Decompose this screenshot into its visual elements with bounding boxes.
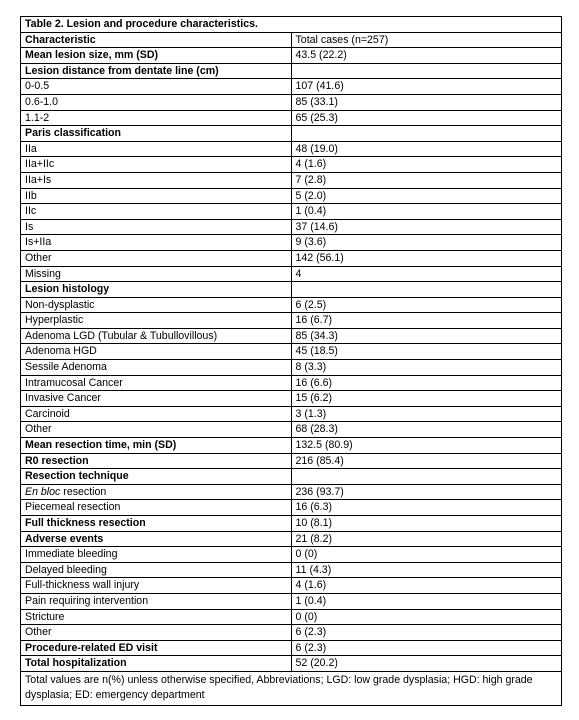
row-value: 68 (28.3) bbox=[291, 422, 562, 438]
row-label: Stricture bbox=[21, 609, 292, 625]
table-footnote-row bbox=[21, 671, 562, 705]
row-value: 16 (6.3) bbox=[291, 500, 562, 516]
row-value: 6 (2.5) bbox=[291, 297, 562, 313]
row-value: 10 (8.1) bbox=[291, 516, 562, 532]
table-row bbox=[21, 79, 562, 95]
table-row bbox=[21, 282, 562, 298]
table-row bbox=[21, 266, 562, 282]
row-value: 4 bbox=[291, 266, 562, 282]
row-label: Sessile Adenoma bbox=[21, 360, 292, 376]
row-label: Lesion distance from dentate line (cm) bbox=[21, 63, 292, 79]
row-value bbox=[291, 469, 562, 485]
row-label: 0.6-1.0 bbox=[21, 94, 292, 110]
row-label: Non-dysplastic bbox=[21, 297, 292, 313]
row-value: 5 (2.0) bbox=[291, 188, 562, 204]
header-characteristic: Characteristic bbox=[21, 32, 292, 48]
row-label: Pain requiring intervention bbox=[21, 593, 292, 609]
table-row bbox=[21, 204, 562, 220]
table-body bbox=[21, 17, 562, 706]
row-label: Procedure-related ED visit bbox=[21, 640, 292, 656]
table-row bbox=[21, 625, 562, 641]
row-value: 132.5 (80.9) bbox=[291, 438, 562, 454]
row-value: 8 (3.3) bbox=[291, 360, 562, 376]
row-label: IIa+IIc bbox=[21, 157, 292, 173]
table-row bbox=[21, 110, 562, 126]
table-row bbox=[21, 453, 562, 469]
row-value: 9 (3.6) bbox=[291, 235, 562, 251]
row-label: Adenoma LGD (Tubular & Tubullovillous) bbox=[21, 328, 292, 344]
row-label: IIa+Is bbox=[21, 172, 292, 188]
row-label: IIc bbox=[21, 204, 292, 220]
table-row bbox=[21, 640, 562, 656]
row-label: Other bbox=[21, 625, 292, 641]
row-label: Is+IIa bbox=[21, 235, 292, 251]
row-label: IIa bbox=[21, 141, 292, 157]
table-row bbox=[21, 438, 562, 454]
row-value: 216 (85.4) bbox=[291, 453, 562, 469]
row-value: 1 (0.4) bbox=[291, 593, 562, 609]
table-container bbox=[20, 16, 562, 706]
table-row bbox=[21, 141, 562, 157]
table-row bbox=[21, 547, 562, 563]
row-label bbox=[21, 484, 292, 500]
table-row bbox=[21, 94, 562, 110]
row-label: Piecemeal resection bbox=[21, 500, 292, 516]
table-header-row bbox=[21, 32, 562, 48]
row-value: 4 (1.6) bbox=[291, 578, 562, 594]
row-value: 0 (0) bbox=[291, 609, 562, 625]
row-value: 52 (20.2) bbox=[291, 656, 562, 672]
row-value: 11 (4.3) bbox=[291, 562, 562, 578]
table-row bbox=[21, 484, 562, 500]
row-value: 48 (19.0) bbox=[291, 141, 562, 157]
row-label-italic: En bloc bbox=[25, 485, 61, 498]
row-label: Missing bbox=[21, 266, 292, 282]
table-row bbox=[21, 500, 562, 516]
row-value: 6 (2.3) bbox=[291, 625, 562, 641]
row-label: Total hospitalization bbox=[21, 656, 292, 672]
table-row bbox=[21, 422, 562, 438]
table-row bbox=[21, 219, 562, 235]
table-row bbox=[21, 609, 562, 625]
header-total-cases: Total cases (n=257) bbox=[291, 32, 562, 48]
table-row bbox=[21, 63, 562, 79]
table-footnote: Total values are n(%) unless otherwise specified, Abbreviations; LGD: low grade dysplasia; HGD: high grade dysplasia; ED: emergency department bbox=[21, 671, 562, 705]
row-value bbox=[291, 126, 562, 142]
row-value: 107 (41.6) bbox=[291, 79, 562, 95]
row-value bbox=[291, 63, 562, 79]
table-row bbox=[21, 157, 562, 173]
table-row bbox=[21, 172, 562, 188]
table-row bbox=[21, 406, 562, 422]
row-label: Intramucosal Cancer bbox=[21, 375, 292, 391]
row-label-suffix: resection bbox=[60, 485, 107, 498]
table-row bbox=[21, 469, 562, 485]
row-label: R0 resection bbox=[21, 453, 292, 469]
table-row bbox=[21, 562, 562, 578]
table-row bbox=[21, 297, 562, 313]
table-row bbox=[21, 188, 562, 204]
table-row bbox=[21, 656, 562, 672]
row-label: Carcinoid bbox=[21, 406, 292, 422]
row-label: Adverse events bbox=[21, 531, 292, 547]
table-row bbox=[21, 516, 562, 532]
row-label: Paris classification bbox=[21, 126, 292, 142]
table-row bbox=[21, 578, 562, 594]
row-label: Is bbox=[21, 219, 292, 235]
row-value: 85 (33.1) bbox=[291, 94, 562, 110]
row-value: 16 (6.7) bbox=[291, 313, 562, 329]
row-value: 3 (1.3) bbox=[291, 406, 562, 422]
table-row bbox=[21, 328, 562, 344]
row-label: Invasive Cancer bbox=[21, 391, 292, 407]
row-label: Other bbox=[21, 422, 292, 438]
row-value bbox=[291, 282, 562, 298]
row-value: 1 (0.4) bbox=[291, 204, 562, 220]
row-label: Mean resection time, min (SD) bbox=[21, 438, 292, 454]
row-value: 4 (1.6) bbox=[291, 157, 562, 173]
row-value: 45 (18.5) bbox=[291, 344, 562, 360]
table-row bbox=[21, 235, 562, 251]
row-value: 7 (2.8) bbox=[291, 172, 562, 188]
row-value: 43.5 (22.2) bbox=[291, 48, 562, 64]
table-row bbox=[21, 375, 562, 391]
table-row bbox=[21, 126, 562, 142]
row-value: 15 (6.2) bbox=[291, 391, 562, 407]
table-caption-row bbox=[21, 17, 562, 33]
row-label: Full thickness resection bbox=[21, 516, 292, 532]
row-label: Delayed bleeding bbox=[21, 562, 292, 578]
row-label: Other bbox=[21, 250, 292, 266]
row-label: Adenoma HGD bbox=[21, 344, 292, 360]
row-label: Lesion histology bbox=[21, 282, 292, 298]
row-label: 0-0.5 bbox=[21, 79, 292, 95]
row-value: 0 (0) bbox=[291, 547, 562, 563]
row-value: 6 (2.3) bbox=[291, 640, 562, 656]
lesion-procedure-table bbox=[20, 16, 562, 706]
table-row bbox=[21, 250, 562, 266]
row-label: Full-thickness wall injury bbox=[21, 578, 292, 594]
table-caption: Table 2. Lesion and procedure characteristics. bbox=[21, 17, 562, 33]
row-value: 85 (34.3) bbox=[291, 328, 562, 344]
table-row bbox=[21, 48, 562, 64]
row-label: Hyperplastic bbox=[21, 313, 292, 329]
row-label: 1.1-2 bbox=[21, 110, 292, 126]
table-row bbox=[21, 531, 562, 547]
table-row bbox=[21, 360, 562, 376]
table-row bbox=[21, 593, 562, 609]
row-label: Immediate bleeding bbox=[21, 547, 292, 563]
row-label: Resection technique bbox=[21, 469, 292, 485]
table-row bbox=[21, 344, 562, 360]
row-value: 142 (56.1) bbox=[291, 250, 562, 266]
row-value: 37 (14.6) bbox=[291, 219, 562, 235]
table-row bbox=[21, 313, 562, 329]
row-value: 21 (8.2) bbox=[291, 531, 562, 547]
row-value: 236 (93.7) bbox=[291, 484, 562, 500]
row-label: IIb bbox=[21, 188, 292, 204]
row-value: 65 (25.3) bbox=[291, 110, 562, 126]
table-row bbox=[21, 391, 562, 407]
row-value: 16 (6.6) bbox=[291, 375, 562, 391]
row-label: Mean lesion size, mm (SD) bbox=[21, 48, 292, 64]
